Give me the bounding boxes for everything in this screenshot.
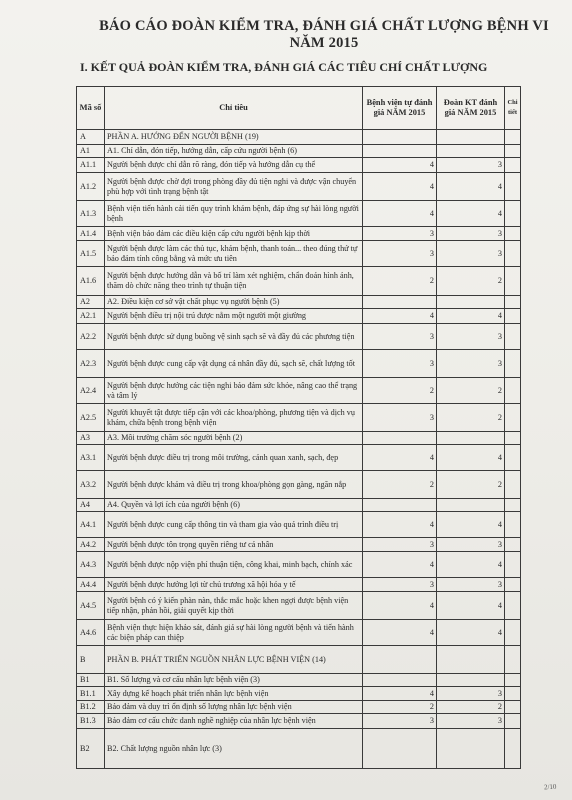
page-number: 2/10 — [543, 782, 557, 792]
row-criteria: Người bệnh được làm các thủ tục, khám bệnh, thanh toán... theo đúng thứ tự bảo đảm tính công bằng và mức ưu tiên — [105, 241, 363, 267]
row-team-score: 4 — [437, 512, 505, 538]
row-criteria: A3. Môi trường chăm sóc người bệnh (2) — [105, 432, 363, 445]
row-self-score: 4 — [363, 445, 437, 471]
table-row — [77, 592, 521, 620]
row-self-score — [363, 130, 437, 145]
row-self-score — [363, 674, 437, 687]
table-row — [77, 432, 521, 445]
row-criteria: B2. Chất lượng nguồn nhân lực (3) — [105, 729, 363, 769]
row-self-score: 4 — [363, 173, 437, 201]
row-criteria: Người bệnh được khám và điều trị trong khoa/phòng gọn gàng, ngăn nắp — [105, 471, 363, 499]
header-detail: Chi tiết — [505, 87, 521, 130]
table-row — [77, 512, 521, 538]
row-criteria: Người bệnh được cung cấp thông tin và tham gia vào quá trình điều trị — [105, 512, 363, 538]
row-self-score: 3 — [363, 714, 437, 729]
row-team-score — [437, 674, 505, 687]
table-row — [77, 241, 521, 267]
row-criteria: Người bệnh được điều trị trong môi trường, cảnh quan xanh, sạch, đẹp — [105, 445, 363, 471]
row-detail — [505, 404, 521, 432]
row-code: B1.2 — [77, 701, 105, 714]
row-code: B1 — [77, 674, 105, 687]
row-code: A4.6 — [77, 620, 105, 646]
row-team-score: 4 — [437, 173, 505, 201]
row-self-score: 3 — [363, 404, 437, 432]
row-code: A2 — [77, 296, 105, 309]
row-criteria: Người bệnh được chờ đợi trong phòng đầy đủ tiện nghi và được vận chuyển phù hợp với tình trạng bệnh tật — [105, 173, 363, 201]
row-self-score: 2 — [363, 701, 437, 714]
row-team-score: 2 — [437, 471, 505, 499]
row-detail — [505, 130, 521, 145]
row-criteria: Xây dựng kế hoạch phát triển nhân lực bệnh viện — [105, 687, 363, 701]
row-detail — [505, 592, 521, 620]
row-detail — [505, 173, 521, 201]
row-code: A4 — [77, 499, 105, 512]
report-title-line2: NĂM 2015 — [289, 35, 359, 51]
row-code: B1.3 — [77, 714, 105, 729]
row-team-score: 2 — [437, 701, 505, 714]
table-row — [77, 404, 521, 432]
row-self-score: 4 — [363, 309, 437, 324]
table-row — [77, 145, 521, 158]
row-detail — [505, 646, 521, 674]
row-team-score: 3 — [437, 350, 505, 378]
row-team-score: 4 — [437, 592, 505, 620]
row-detail — [505, 378, 521, 404]
row-detail — [505, 714, 521, 729]
row-code: B1.1 — [77, 687, 105, 701]
row-detail — [505, 296, 521, 309]
row-self-score: 4 — [363, 592, 437, 620]
table-row — [77, 701, 521, 714]
row-self-score: 3 — [363, 350, 437, 378]
row-code: A4.3 — [77, 552, 105, 578]
row-detail — [505, 538, 521, 552]
row-criteria: Người bệnh được hưởng các tiện nghi bảo đảm sức khỏe, nâng cao thể trạng và tâm lý — [105, 378, 363, 404]
row-team-score: 3 — [437, 158, 505, 173]
row-code: A2.1 — [77, 309, 105, 324]
row-code: A1.1 — [77, 158, 105, 173]
row-criteria: A2. Điều kiện cơ sở vật chất phục vụ người bệnh (5) — [105, 296, 363, 309]
row-self-score: 4 — [363, 201, 437, 227]
table-row — [77, 620, 521, 646]
row-self-score: 4 — [363, 687, 437, 701]
row-detail — [505, 729, 521, 769]
table-row — [77, 130, 521, 145]
row-detail — [505, 145, 521, 158]
table-row — [77, 578, 521, 592]
row-code: A2.5 — [77, 404, 105, 432]
row-code: A3.2 — [77, 471, 105, 499]
row-detail — [505, 267, 521, 296]
row-criteria: Người bệnh có ý kiến phàn nàn, thắc mắc hoặc khen ngợi được bệnh viện tiếp nhận, phản hồi, giải quyết kịp thời — [105, 592, 363, 620]
row-detail — [505, 445, 521, 471]
row-criteria: Người khuyết tật được tiếp cận với các khoa/phòng, phương tiện và dịch vụ khám, chữa bệnh trong bệnh viện — [105, 404, 363, 432]
row-code: A2.2 — [77, 324, 105, 350]
table-row — [77, 158, 521, 173]
row-detail — [505, 324, 521, 350]
row-code: B — [77, 646, 105, 674]
table-row — [77, 267, 521, 296]
row-team-score — [437, 499, 505, 512]
row-code: A1.5 — [77, 241, 105, 267]
table-row — [77, 173, 521, 201]
row-team-score: 2 — [437, 267, 505, 296]
row-detail — [505, 471, 521, 499]
row-code: A3.1 — [77, 445, 105, 471]
report-title-line1: BÁO CÁO ĐOÀN KIỂM TRA, ĐÁNH GIÁ CHẤT LƯỢNG BỆNH VI — [99, 18, 549, 34]
row-code: A1.3 — [77, 201, 105, 227]
row-detail — [505, 227, 521, 241]
row-criteria: Người bệnh được sử dụng buồng vệ sinh sạch sẽ và đầy đủ các phương tiện — [105, 324, 363, 350]
table-header-row — [77, 87, 521, 130]
row-self-score: 3 — [363, 538, 437, 552]
row-detail — [505, 687, 521, 701]
row-detail — [505, 552, 521, 578]
row-detail — [505, 241, 521, 267]
row-team-score: 3 — [437, 324, 505, 350]
table-row — [77, 296, 521, 309]
row-self-score: 3 — [363, 324, 437, 350]
row-detail — [505, 432, 521, 445]
section-heading: I. KẾT QUẢ ĐOÀN KIỂM TRA, ĐÁNH GIÁ CÁC TIÊU CHÍ CHẤT LƯỢNG — [80, 60, 488, 74]
row-self-score: 2 — [363, 471, 437, 499]
row-criteria: Người bệnh được chỉ dẫn rõ ràng, đón tiếp và hướng dẫn cụ thể — [105, 158, 363, 173]
row-team-score: 3 — [437, 578, 505, 592]
row-criteria: A4. Quyền và lợi ích của người bệnh (6) — [105, 499, 363, 512]
row-self-score: 3 — [363, 227, 437, 241]
row-code: A4.4 — [77, 578, 105, 592]
row-team-score — [437, 145, 505, 158]
row-team-score: 2 — [437, 378, 505, 404]
row-team-score: 3 — [437, 227, 505, 241]
row-criteria: Bệnh viện tiến hành cải tiến quy trình khám bệnh, đáp ứng sự hài lòng người bệnh — [105, 201, 363, 227]
row-detail — [505, 350, 521, 378]
table-row — [77, 227, 521, 241]
row-criteria: PHẦN B. PHÁT TRIỂN NGUỒN NHÂN LỰC BỆNH VIỆN (14) — [105, 646, 363, 674]
table-row — [77, 201, 521, 227]
table-row — [77, 471, 521, 499]
row-self-score: 2 — [363, 378, 437, 404]
table-row — [77, 445, 521, 471]
table-row — [77, 378, 521, 404]
report-title — [84, 18, 564, 52]
row-criteria: Bệnh viện thực hiện khảo sát, đánh giá sự hài lòng người bệnh và tiến hành các biện pháp can thiệp — [105, 620, 363, 646]
table-row — [77, 646, 521, 674]
row-team-score: 3 — [437, 538, 505, 552]
row-self-score — [363, 432, 437, 445]
row-team-score — [437, 729, 505, 769]
row-code: A4.1 — [77, 512, 105, 538]
row-criteria: Người bệnh được hướng dẫn và bố trí làm xét nghiệm, chẩn đoán hình ảnh, thăm dò chức năng theo trình tự thuận tiện — [105, 267, 363, 296]
table-row — [77, 714, 521, 729]
table-row — [77, 309, 521, 324]
row-team-score — [437, 432, 505, 445]
row-code: A — [77, 130, 105, 145]
row-code: A1.6 — [77, 267, 105, 296]
row-detail — [505, 309, 521, 324]
row-detail — [505, 201, 521, 227]
table-row — [77, 674, 521, 687]
row-detail — [505, 578, 521, 592]
row-detail — [505, 158, 521, 173]
row-code: A1 — [77, 145, 105, 158]
row-criteria: Bệnh viện bảo đảm các điều kiện cấp cứu người bệnh kịp thời — [105, 227, 363, 241]
row-team-score — [437, 646, 505, 674]
row-criteria: Người bệnh được hưởng lợi từ chủ trương xã hội hóa y tế — [105, 578, 363, 592]
row-self-score — [363, 145, 437, 158]
row-team-score — [437, 130, 505, 145]
row-team-score: 3 — [437, 714, 505, 729]
row-criteria: A1. Chỉ dẫn, đón tiếp, hướng dẫn, cấp cứu người bệnh (6) — [105, 145, 363, 158]
row-team-score: 4 — [437, 552, 505, 578]
row-code: A4.2 — [77, 538, 105, 552]
row-detail — [505, 674, 521, 687]
row-criteria: B1. Số lượng và cơ cấu nhân lực bệnh viện (3) — [105, 674, 363, 687]
row-code: A4.5 — [77, 592, 105, 620]
row-self-score — [363, 646, 437, 674]
row-code: A2.4 — [77, 378, 105, 404]
row-criteria: Người bệnh được nộp viện phí thuận tiện, công khai, minh bạch, chính xác — [105, 552, 363, 578]
row-team-score — [437, 296, 505, 309]
table-row — [77, 729, 521, 769]
row-self-score: 4 — [363, 512, 437, 538]
row-self-score: 2 — [363, 267, 437, 296]
table-row — [77, 687, 521, 701]
row-detail — [505, 701, 521, 714]
table-row — [77, 538, 521, 552]
row-self-score — [363, 729, 437, 769]
table-row — [77, 552, 521, 578]
row-code: A1.2 — [77, 173, 105, 201]
row-criteria: Người bệnh được cung cấp vật dụng cá nhân đầy đủ, sạch sẽ, chất lượng tốt — [105, 350, 363, 378]
row-code: B2 — [77, 729, 105, 769]
row-criteria: Bảo đảm cơ cấu chức danh nghề nghiệp của nhân lực bệnh viện — [105, 714, 363, 729]
row-team-score: 4 — [437, 620, 505, 646]
row-criteria: Bảo đảm và duy trì ổn định số lượng nhân lực bệnh viện — [105, 701, 363, 714]
row-code: A1.4 — [77, 227, 105, 241]
row-self-score — [363, 499, 437, 512]
header-criteria: Chỉ tiêu — [105, 87, 363, 130]
table-row — [77, 324, 521, 350]
row-team-score: 3 — [437, 241, 505, 267]
row-criteria: Người bệnh được tôn trọng quyền riêng tư cá nhân — [105, 538, 363, 552]
row-criteria: PHẦN A. HƯỚNG ĐẾN NGƯỜI BỆNH (19) — [105, 130, 363, 145]
row-code: A3 — [77, 432, 105, 445]
row-code: A2.3 — [77, 350, 105, 378]
row-self-score: 3 — [363, 578, 437, 592]
criteria-table — [76, 86, 521, 769]
row-team-score: 2 — [437, 404, 505, 432]
header-team-assessment: Đoàn KT đánh giá NĂM 2015 — [437, 87, 505, 130]
header-self-assessment: Bệnh viện tự đánh giá NĂM 2015 — [363, 87, 437, 130]
row-team-score: 4 — [437, 445, 505, 471]
row-detail — [505, 512, 521, 538]
header-code: Mã số — [77, 87, 105, 130]
row-self-score — [363, 296, 437, 309]
row-self-score: 4 — [363, 158, 437, 173]
row-self-score: 4 — [363, 620, 437, 646]
row-self-score: 3 — [363, 241, 437, 267]
row-team-score: 3 — [437, 687, 505, 701]
row-detail — [505, 620, 521, 646]
row-detail — [505, 499, 521, 512]
row-team-score: 4 — [437, 201, 505, 227]
table-row — [77, 350, 521, 378]
table-row — [77, 499, 521, 512]
row-team-score: 4 — [437, 309, 505, 324]
row-self-score: 4 — [363, 552, 437, 578]
row-criteria: Người bệnh điều trị nội trú được nằm một người một giường — [105, 309, 363, 324]
